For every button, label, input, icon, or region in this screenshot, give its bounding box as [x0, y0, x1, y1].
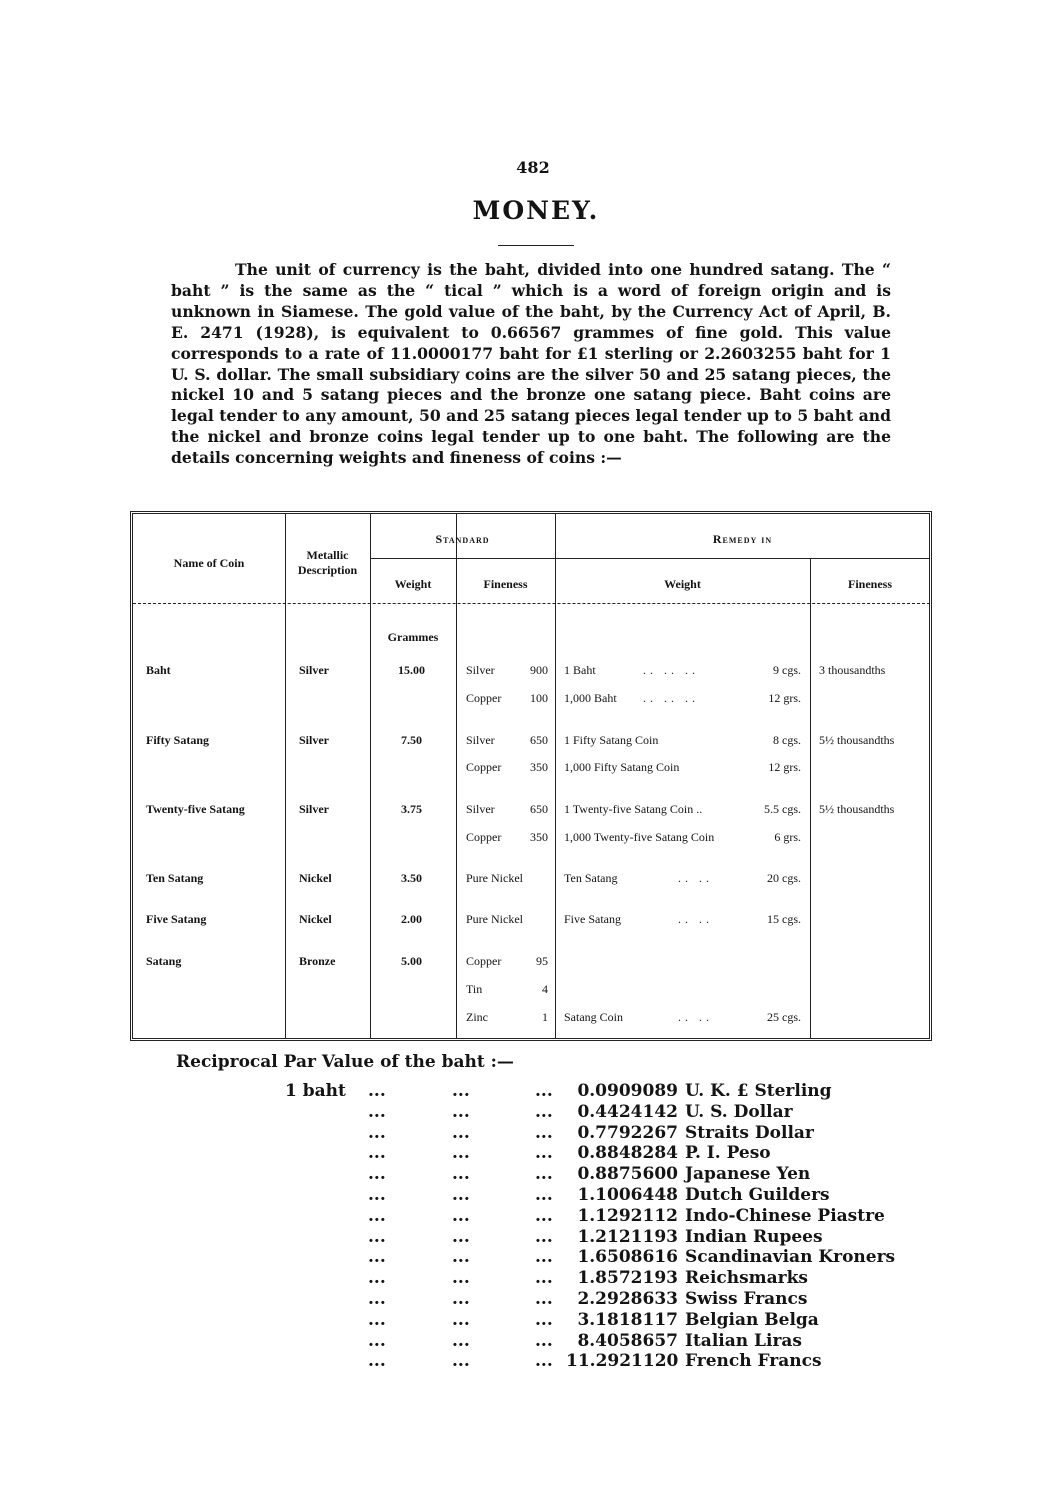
page-number: 482 — [516, 158, 550, 177]
leader-dots: ... — [368, 1143, 386, 1164]
exchange-value: 0.8848284 — [577, 1143, 678, 1164]
leader-dots: ... — [535, 1164, 553, 1185]
coin-name: Satang — [146, 954, 182, 968]
header-description: Description — [297, 563, 358, 577]
leader-dots: .. .. .. — [643, 663, 699, 677]
leader-dots: ... — [535, 1330, 553, 1351]
leader-dots: ... — [535, 1226, 553, 1247]
fineness-metal: Silver — [466, 663, 495, 677]
exchange-value: 0.7792267 — [577, 1122, 678, 1143]
leader-dots: ... — [535, 1143, 553, 1164]
remedy-item: 1,000 Fifty Satang Coin — [564, 760, 680, 774]
fineness-metal: Copper — [466, 760, 502, 774]
header-fineness: Fineness — [483, 577, 528, 591]
currency-name: Dutch Guilders — [685, 1185, 830, 1205]
exchange-value: 1.2121193 — [577, 1226, 678, 1247]
leader-dots: ... — [368, 1205, 386, 1226]
metal: Silver — [299, 802, 329, 816]
leader-dots: ... — [452, 1081, 470, 1101]
reciprocal-row — [0, 1185, 1040, 1206]
leader-dots: ... — [368, 1164, 386, 1185]
leader-dots: ... — [452, 1101, 470, 1122]
leader-dots: ... — [452, 1185, 470, 1205]
leader-dots: ... — [535, 1081, 553, 1101]
intro-paragraph — [171, 260, 891, 469]
leader-dots: ... — [535, 1309, 553, 1330]
intro-text: The unit of currency is the baht, divided into one hundred satang. The “ baht ” is the same as the “ tical ” which is a word of foreign origin and is unknown in Siamese. The gold value of the baht, by the Currency Act of April, B. E. 2471 (1928), is equivalent to 0.66567 grammes of fine gold. This value corresponds to a rate of 11.0000177 baht for £1 sterling or 2.2603255 baht for 1 U. S. dollar. The small subsidiary coins are the silver 50 and 25 satang pieces, the nickel 10 and 5 satang pieces and the bronze one satang piece. Baht coins are legal tender to any amount, 50 and 25 satang pieces legal tender up to 5 baht and the nickel and bronze coins legal tender up to one baht. The following are the details concerning weights and fineness of coins :— — [171, 260, 891, 468]
exchange-value: 0.8875600 — [577, 1164, 678, 1185]
exchange-value: 1.1006448 — [577, 1185, 678, 1205]
leader-dots: ... — [368, 1122, 386, 1143]
fineness-value: 350 — [530, 830, 548, 844]
reciprocal-row — [0, 1102, 1040, 1123]
baht-label: 1 baht — [285, 1081, 346, 1101]
exchange-value: 1.8572193 — [577, 1268, 678, 1289]
leader-dots: .. .. — [678, 912, 713, 926]
col-divider — [370, 514, 371, 1038]
remedy-weight: 8 cgs. — [773, 733, 801, 747]
leader-dots: ... — [535, 1351, 553, 1372]
leader-dots: ... — [535, 1185, 553, 1205]
currency-name: French Francs — [685, 1351, 822, 1372]
coin-name: Baht — [146, 663, 171, 677]
leader-dots: ... — [452, 1289, 470, 1309]
currency-name: Indian Rupees — [685, 1226, 823, 1247]
reciprocal-row — [0, 1331, 1040, 1352]
header-name-of-coin: Name of Coin — [173, 556, 245, 570]
leader-dots: ... — [452, 1122, 470, 1143]
fineness-metal: Copper — [466, 691, 502, 705]
reciprocal-row — [0, 1081, 1040, 1102]
fineness-value: 1 — [542, 1010, 548, 1024]
leader-dots: ... — [452, 1205, 470, 1226]
leader-dots: ... — [368, 1268, 386, 1289]
fineness-value: 100 — [530, 691, 548, 705]
exchange-value: 0.4424142 — [577, 1101, 678, 1122]
header-metallic: Metallic — [306, 548, 349, 562]
remedy-weight: 20 cgs. — [767, 871, 801, 885]
coin-table — [130, 511, 932, 1041]
currency-name: Indo-Chinese Piastre — [685, 1205, 885, 1226]
currency-name: Swiss Francs — [685, 1289, 808, 1309]
header-remedy-weight: Weight — [664, 577, 701, 591]
fineness-value: 4 — [542, 982, 548, 996]
currency-name: U. S. Dollar — [685, 1101, 793, 1122]
reciprocal-row — [0, 1206, 1040, 1227]
leader-dots: ... — [535, 1268, 553, 1289]
remedy-fineness: 5½ thousandths — [819, 802, 895, 816]
leader-dots: ... — [452, 1226, 470, 1247]
header-weight: Weight — [394, 577, 432, 591]
leader-dots: ... — [452, 1351, 470, 1372]
reciprocal-row — [0, 1289, 1040, 1310]
weight: 5.00 — [401, 954, 422, 968]
fineness-metal: Pure Nickel — [466, 912, 523, 926]
exchange-value: 0.0909089 — [577, 1081, 678, 1101]
reciprocal-row — [0, 1164, 1040, 1185]
weight: 3.75 — [401, 802, 422, 816]
leader-dots: ... — [368, 1081, 386, 1101]
remedy-item: Ten Satang — [564, 871, 618, 885]
coin-name: Five Satang — [146, 912, 207, 926]
remedy-fineness: 5½ thousandths — [819, 733, 895, 747]
reciprocal-row — [0, 1143, 1040, 1164]
leader-dots: ... — [535, 1289, 553, 1309]
leader-dots: ... — [535, 1122, 553, 1143]
exchange-value: 3.1818117 — [577, 1309, 678, 1330]
remedy-weight: 6 grs. — [774, 830, 801, 844]
coin-name: Twenty-five Satang — [146, 802, 245, 816]
fineness-metal: Silver — [466, 802, 495, 816]
remedy-item: 1 Baht — [564, 663, 596, 677]
remedy-weight: 25 cgs. — [767, 1010, 801, 1024]
currency-name: Straits Dollar — [685, 1122, 814, 1143]
currency-name: Belgian Belga — [685, 1309, 819, 1330]
leader-dots: .. .. — [678, 871, 713, 885]
unit-grammes: Grammes — [387, 630, 439, 644]
leader-dots: .. .. .. — [643, 691, 699, 705]
currency-name: P. I. Peso — [685, 1143, 771, 1164]
fineness-metal: Copper — [466, 954, 502, 968]
remedy-weight: 9 cgs. — [773, 663, 801, 677]
remedy-item: 1 Twenty-five Satang Coin .. — [564, 802, 703, 816]
exchange-value: 1.6508616 — [577, 1247, 678, 1268]
leader-dots: ... — [368, 1226, 386, 1247]
leader-dots: ... — [368, 1101, 386, 1122]
reciprocal-row — [0, 1310, 1040, 1331]
currency-name: Italian Liras — [685, 1330, 802, 1351]
weight: 7.50 — [401, 733, 422, 747]
exchange-value: 2.2928633 — [577, 1289, 678, 1309]
fineness-metal: Zinc — [466, 1010, 488, 1024]
reciprocal-heading: Reciprocal Par Value of the baht :— — [176, 1052, 514, 1072]
exchange-value: 8.4058657 — [577, 1330, 678, 1351]
col-divider — [285, 514, 286, 1038]
leader-dots: ... — [368, 1309, 386, 1330]
currency-name: Japanese Yen — [685, 1164, 811, 1185]
col-divider — [456, 514, 457, 1038]
leader-dots: ... — [535, 1101, 553, 1122]
header-divider — [370, 558, 930, 559]
reciprocal-row — [0, 1227, 1040, 1248]
leader-dots: ... — [368, 1247, 386, 1268]
weight: 3.50 — [401, 871, 422, 885]
metal: Bronze — [299, 954, 336, 968]
fineness-value: 350 — [530, 760, 548, 774]
weight: 2.00 — [401, 912, 422, 926]
fineness-metal: Pure Nickel — [466, 871, 523, 885]
leader-dots: ... — [535, 1205, 553, 1226]
fineness-value: 95 — [536, 954, 548, 968]
leader-dots: ... — [368, 1185, 386, 1205]
reciprocal-row — [0, 1268, 1040, 1289]
coin-name: Fifty Satang — [146, 733, 209, 747]
header-remedy: Remedy in — [712, 532, 773, 546]
remedy-weight: 15 cgs. — [767, 912, 801, 926]
col-divider — [555, 514, 556, 1038]
remedy-fineness: 3 thousandths — [819, 663, 886, 677]
fineness-value: 650 — [530, 802, 548, 816]
leader-dots: ... — [368, 1351, 386, 1372]
leader-dots: ... — [452, 1143, 470, 1164]
leader-dots: ... — [452, 1309, 470, 1330]
leader-dots: ... — [452, 1164, 470, 1185]
leader-dots: .. .. — [678, 1010, 713, 1024]
remedy-weight: 5.5 cgs. — [764, 802, 801, 816]
metal: Silver — [299, 733, 329, 747]
fineness-value: 650 — [530, 733, 548, 747]
metal: Nickel — [299, 871, 332, 885]
col-divider — [810, 558, 811, 1038]
page-title: MONEY. — [472, 196, 600, 225]
reciprocal-row — [0, 1123, 1040, 1144]
currency-name: Reichsmarks — [685, 1268, 808, 1289]
coin-name: Ten Satang — [146, 871, 204, 885]
leader-dots: ... — [368, 1330, 386, 1351]
fineness-metal: Tin — [466, 982, 483, 996]
leader-dots: ... — [535, 1247, 553, 1268]
remedy-item: 1,000 Baht — [564, 691, 617, 705]
fineness-value: 900 — [530, 663, 548, 677]
header-standard: Standard — [435, 532, 490, 546]
currency-name: U. K. £ Sterling — [685, 1081, 832, 1101]
exchange-value: 1.1292112 — [577, 1205, 678, 1226]
reciprocal-row — [0, 1351, 1040, 1372]
fineness-metal: Silver — [466, 733, 495, 747]
fineness-metal: Copper — [466, 830, 502, 844]
leader-dots: ... — [452, 1268, 470, 1289]
title-divider — [498, 245, 574, 246]
remedy-item: 1 Fifty Satang Coin — [564, 733, 659, 747]
weight: 15.00 — [398, 663, 425, 677]
reciprocal-row — [0, 1247, 1040, 1268]
remedy-item: Five Satang — [564, 912, 621, 926]
leader-dots: ... — [452, 1330, 470, 1351]
exchange-value: 11.2921120 — [566, 1351, 679, 1372]
remedy-item: Satang Coin — [564, 1010, 623, 1024]
remedy-weight: 12 grs. — [768, 691, 801, 705]
leader-dots: ... — [452, 1247, 470, 1268]
metal: Silver — [299, 663, 329, 677]
header-remedy-fineness: Fineness — [847, 577, 892, 591]
leader-dots: ... — [368, 1289, 386, 1309]
header-bottom — [133, 603, 930, 604]
remedy-item: 1,000 Twenty-five Satang Coin — [564, 830, 715, 844]
metal: Nickel — [299, 912, 332, 926]
remedy-weight: 12 grs. — [768, 760, 801, 774]
currency-name: Scandinavian Kroners — [685, 1247, 896, 1268]
